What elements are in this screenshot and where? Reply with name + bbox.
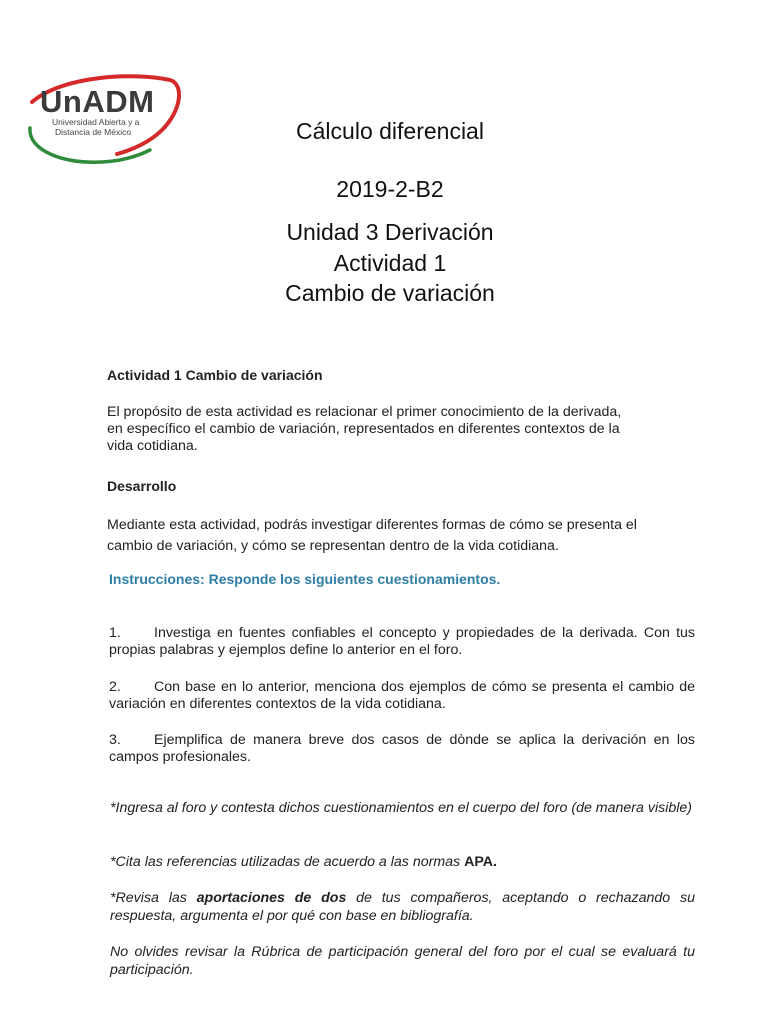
forum-note: *Ingresa al foro y contesta dichos cuestionamientos en el cuerpo del foro (de manera visible) [110,800,693,816]
list-item [109,732,695,766]
instructions-label: Instrucciones: Responde los siguientes cuestionamientos. [109,571,501,587]
logo-wordmark: UnADM [40,84,155,119]
list-item-number: 1. [109,625,121,641]
review-note-post: de tus compañeros, aceptando o rechazando su respuesta, argumenta el por qué con base en bibliografía. [110,890,695,924]
development-paragraph [107,515,695,557]
list-item [109,625,695,659]
paragraph-line: cambio de variación, y cómo se representan dentro de la vida cotidiana. [107,538,559,554]
section-heading: Actividad 1 Cambio de variación [107,367,323,383]
logo-subtitle-line: Universidad Abierta y a [52,117,140,127]
apa-emphasis: APA. [464,854,497,870]
paragraph-line: en específico el cambio de variación, representados en diferentes contextos de la [107,421,620,437]
section-heading: Desarrollo [107,478,177,494]
list-item-number: 2. [109,679,121,695]
group-code: 2019-2-B2 [336,176,444,202]
unit-title: Unidad 3 Derivación [286,219,494,245]
citation-note-text: *Cita las referencias utilizadas de acuerdo a las normas [110,854,465,870]
review-note [110,889,695,925]
purpose-paragraph [107,404,695,455]
paragraph-line: Mediante esta actividad, podrás investigar diferentes formas de cómo se presenta el [107,517,637,533]
list-item-text: Investiga en fuentes confiables el concepto y propiedades de la derivada. Con tus propias palabras y ejemplos define lo anterior en el foro. [109,625,695,658]
list-item-text: Ejemplifica de manera breve dos casos de dònde se aplica la derivación en los campos profesionales. [109,732,695,765]
list-item-text: Con base en lo anterior, menciona dos ejemplos de cómo se presenta el cambio de variación en diferentes contextos de la vida cotidiana. [109,679,695,712]
logo-subtitle-line: Distancia de México [55,127,132,137]
course-title: Cálculo diferencial [296,118,484,144]
review-note-emphasis: aportaciones de dos [196,890,347,906]
list-item [109,679,695,713]
rubric-note: No olvides revisar la Rúbrica de participación general del foro por el cual se evaluará tu participación. [110,944,695,978]
list-item-number: 3. [109,732,121,748]
review-note-pre: *Revisa las [110,890,197,906]
paragraph-line: vida cotidiana. [107,438,198,454]
citation-note [110,853,695,871]
logo-subtitle [52,117,139,137]
activity-title: Actividad 1 [333,250,447,276]
paragraph-line: El propósito de esta actividad es relacionar el primer conocimiento de la derivada, [107,404,622,420]
topic-title: Cambio de variación [285,280,495,306]
unadm-logo [22,70,187,170]
